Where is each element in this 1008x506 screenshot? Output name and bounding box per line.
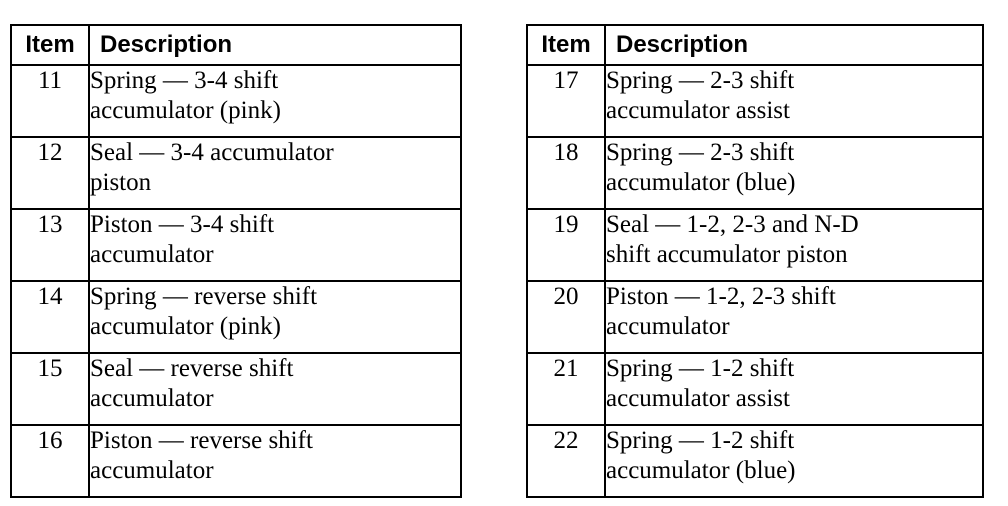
description-line: Piston — reverse shift xyxy=(90,427,313,454)
item-description xyxy=(605,65,983,137)
description-line: Spring — 1-2 shift xyxy=(606,427,795,454)
table-row xyxy=(527,65,983,137)
table-row xyxy=(11,137,461,209)
description-line: accumulator xyxy=(90,385,214,412)
description-line: accumulator (pink) xyxy=(90,97,281,124)
description-line: Seal — 3-4 accumulator xyxy=(90,139,334,166)
item-number: 13 xyxy=(11,209,89,281)
description-line: shift accumulator piston xyxy=(606,241,848,268)
item-number: 22 xyxy=(527,425,605,497)
description-line: accumulator xyxy=(606,313,730,340)
parts-table-left xyxy=(10,24,462,498)
item-number: 17 xyxy=(527,65,605,137)
item-number: 19 xyxy=(527,209,605,281)
description-line: Seal — reverse shift xyxy=(90,355,294,382)
description-line: Spring — 1-2 shift xyxy=(606,355,795,382)
description-line: accumulator (blue) xyxy=(606,457,796,484)
description-line: Piston — 1-2, 2-3 shift xyxy=(606,283,836,310)
description-line: Spring — 2-3 shift xyxy=(606,67,795,94)
item-number: 11 xyxy=(11,65,89,137)
table-row xyxy=(11,209,461,281)
table-row xyxy=(527,425,983,497)
column-header-item: Item xyxy=(11,25,89,65)
item-description xyxy=(605,137,983,209)
column-header-description: Description xyxy=(605,25,983,65)
table-row xyxy=(11,65,461,137)
item-number: 20 xyxy=(527,281,605,353)
table-row xyxy=(11,353,461,425)
table-row xyxy=(11,281,461,353)
item-number: 14 xyxy=(11,281,89,353)
table-header-row xyxy=(11,25,461,65)
item-number: 16 xyxy=(11,425,89,497)
parts-table-right xyxy=(526,24,984,498)
description-line: accumulator assist xyxy=(606,385,790,412)
item-number: 18 xyxy=(527,137,605,209)
table-row xyxy=(527,209,983,281)
description-line: Piston — 3-4 shift xyxy=(90,211,275,238)
column-header-description: Description xyxy=(89,25,461,65)
item-description xyxy=(605,425,983,497)
table-row xyxy=(527,353,983,425)
table-header-row xyxy=(527,25,983,65)
table-row xyxy=(11,425,461,497)
item-description xyxy=(89,425,461,497)
item-description xyxy=(89,209,461,281)
table-row xyxy=(527,137,983,209)
description-line: Spring — 3-4 shift xyxy=(90,67,279,94)
item-number: 12 xyxy=(11,137,89,209)
description-line: Spring — 2-3 shift xyxy=(606,139,795,166)
description-line: accumulator assist xyxy=(606,97,790,124)
item-description xyxy=(89,353,461,425)
item-description xyxy=(89,281,461,353)
item-description xyxy=(89,65,461,137)
column-header-item: Item xyxy=(527,25,605,65)
table-row xyxy=(527,281,983,353)
description-line: accumulator xyxy=(90,241,214,268)
item-description xyxy=(89,137,461,209)
description-line: Spring — reverse shift xyxy=(90,283,318,310)
description-line: accumulator xyxy=(90,457,214,484)
item-description xyxy=(605,209,983,281)
description-line: accumulator (pink) xyxy=(90,313,281,340)
item-description xyxy=(605,353,983,425)
description-line: Seal — 1-2, 2-3 and N-D xyxy=(606,211,859,238)
item-number: 15 xyxy=(11,353,89,425)
item-number: 21 xyxy=(527,353,605,425)
description-line: piston xyxy=(90,169,152,196)
item-description xyxy=(605,281,983,353)
description-line: accumulator (blue) xyxy=(606,169,796,196)
